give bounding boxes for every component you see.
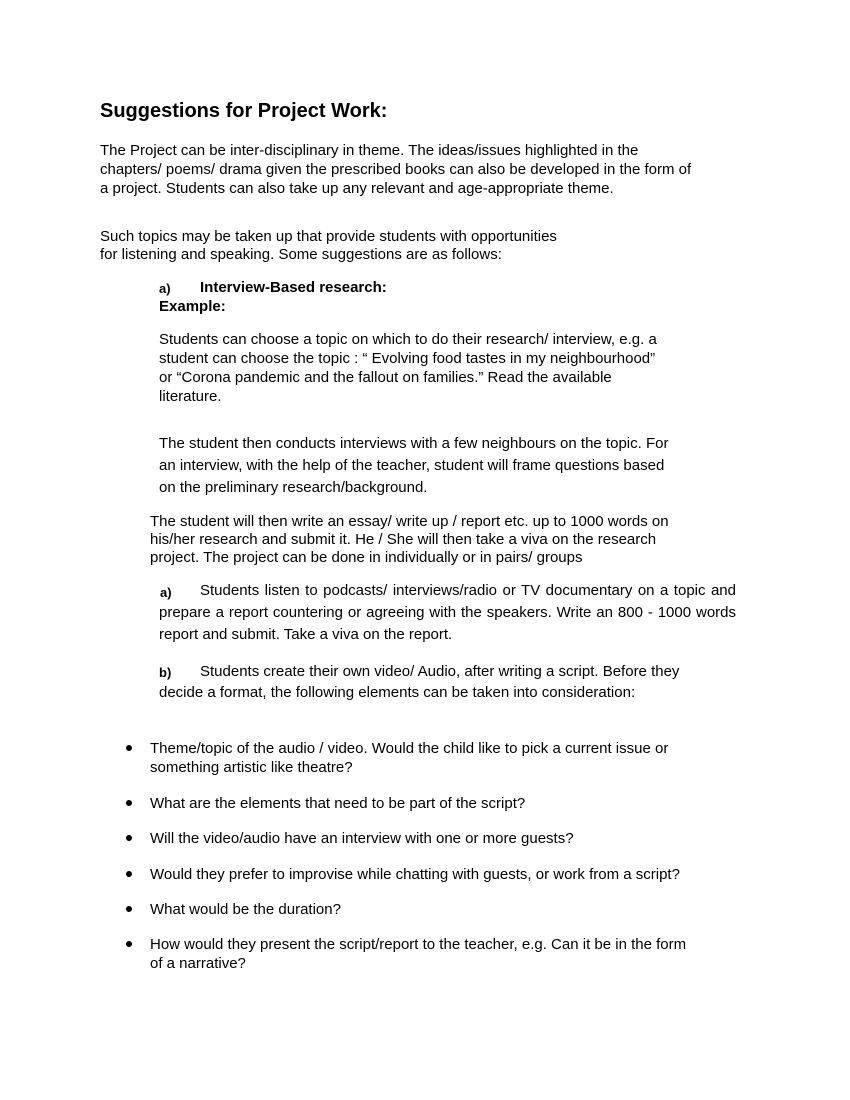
bullet-icon [126,871,132,877]
list-item-text: Will the video/audio have an interview with one or more guests? [150,830,574,847]
bullet-icon [126,906,132,912]
bullet-icon [126,745,132,751]
topics-line: Such topics may be taken up that provide students with opportunities [100,228,557,245]
intro-line: a project. Students can also take up any relevant and age-appropriate theme. [100,180,614,197]
essay-line: The student will then write an essay/ write up / report etc. up to 1000 words on [150,513,669,530]
intro-line: The Project can be inter-disciplinary in theme. The ideas/issues highlighted in the [100,142,639,159]
example-line: literature. [159,388,222,405]
bullet-icon [126,835,132,841]
option-line: Students create their own video/ Audio, after writing a script. Before they [200,663,680,680]
list-item-text: What would be the duration? [150,901,341,918]
page-title: Suggestions for Project Work: [100,100,388,122]
section-heading: Interview-Based research: [200,279,387,296]
example-label: Example: [159,298,226,315]
topics-line: for listening and speaking. Some suggestions are as follows: [100,246,502,263]
list-marker: b) [159,665,172,680]
list-marker: a) [159,281,171,296]
option-text: Students listen to podcasts/ interviews/radio or TV documentary on a topic and prepare a report countering or agreeing with the speakers. Write an 800 - 1000 words report and submit. Take a viva on the report. [159,582,736,643]
intro-line: chapters/ poems/ drama given the prescribed books can also be developed in the form of [100,161,692,178]
example-line: or “Corona pandemic and the fallout on families.” Read the available [159,369,612,386]
list-item-text: of a narrative? [150,955,246,972]
list-marker: a) [160,585,172,600]
essay-line: his/her research and submit it. He / She will then take a viva on the research [150,531,657,548]
option-line: decide a format, the following elements can be taken into consideration: [159,684,636,701]
essay-line: project. The project can be done in individually or in pairs/ groups [150,549,583,566]
example-line: Students can choose a topic on which to do their research/ interview, e.g. a [159,331,657,348]
interview-line: an interview, with the help of the teacher, student will frame questions based [159,457,665,474]
bullet-icon [126,800,132,806]
list-item-text: something artistic like theatre? [150,759,353,776]
interview-line: on the preliminary research/background. [159,479,428,496]
example-line: student can choose the topic : “ Evolving food tastes in my neighbourhood” [159,350,656,367]
list-item-text: Would they prefer to improvise while chatting with guests, or work from a script? [150,866,680,883]
list-item-text: What are the elements that need to be part of the script? [150,795,526,812]
list-item-text: Theme/topic of the audio / video. Would the child like to pick a current issue or [150,740,669,757]
interview-line: The student then conducts interviews with a few neighbours on the topic. For [159,435,669,452]
bullet-icon [126,941,132,947]
list-item-text: How would they present the script/report to the teacher, e.g. Can it be in the form [150,936,687,953]
